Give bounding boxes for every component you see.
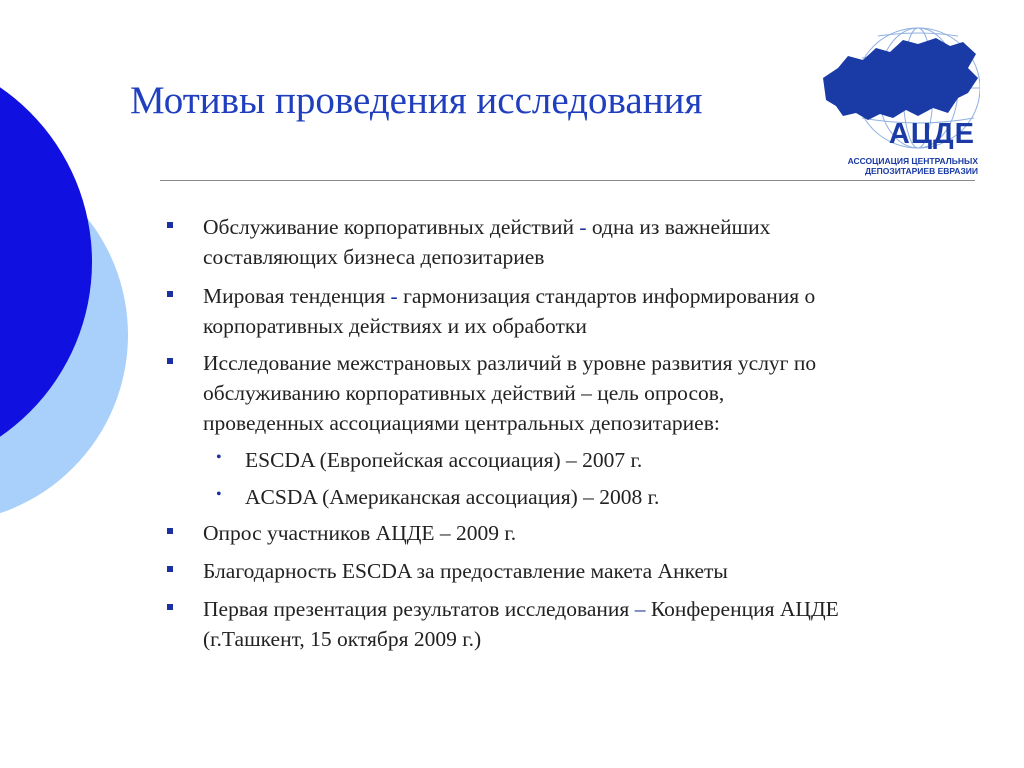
logo-line-2: ДЕПОЗИТАРИЕВ ЕВРАЗИИ bbox=[864, 166, 978, 176]
bullet-6: Первая презентация результатов исследования – Конференция АЦДЕ (г.Ташкент, 15 октября 2009 г.) bbox=[203, 597, 839, 651]
dot-bullet-icon: • bbox=[216, 486, 222, 503]
decorative-circles bbox=[0, 0, 140, 768]
bullet-2: Мировая тенденция - гармонизация стандартов информирования о корпоративных действиях и их обработки bbox=[203, 284, 816, 338]
sub-bullet-2: ACSDA (Американская ассоциация) – 2008 г. bbox=[245, 485, 660, 509]
bullet-4: Опрос участников АЦДЕ – 2009 г. bbox=[203, 521, 517, 545]
square-bullet-icon bbox=[164, 218, 176, 230]
square-bullet-icon bbox=[164, 287, 176, 299]
slide-title: Мотивы проведения исследования bbox=[130, 79, 703, 122]
bullet-3: Исследование межстрановых различий в уровне развития услуг по обслуживанию корпоративных действий – цель опросов, проведенных ассоциациями центральных депозитариев: bbox=[203, 351, 817, 435]
square-bullet-icon bbox=[164, 562, 176, 574]
sub-bullet-1: ESCDA (Европейская ассоциация) – 2007 г. bbox=[245, 448, 643, 472]
title-divider bbox=[160, 180, 975, 181]
dot-bullet-icon: • bbox=[216, 449, 222, 466]
logo-abbreviation: АЦДЕ bbox=[888, 118, 975, 150]
square-bullet-icon bbox=[164, 524, 176, 536]
logo-line-1: АССОЦИАЦИЯ ЦЕНТРАЛЬНЫХ bbox=[847, 156, 978, 166]
bullet-5: Благодарность ESCDA за предоставление макета Анкеты bbox=[203, 559, 728, 583]
square-bullet-icon bbox=[164, 354, 176, 366]
square-bullet-icon bbox=[164, 600, 176, 612]
bullet-1: Обслуживание корпоративных действий - одна из важнейших составляющих бизнеса депозитариев bbox=[203, 215, 771, 269]
